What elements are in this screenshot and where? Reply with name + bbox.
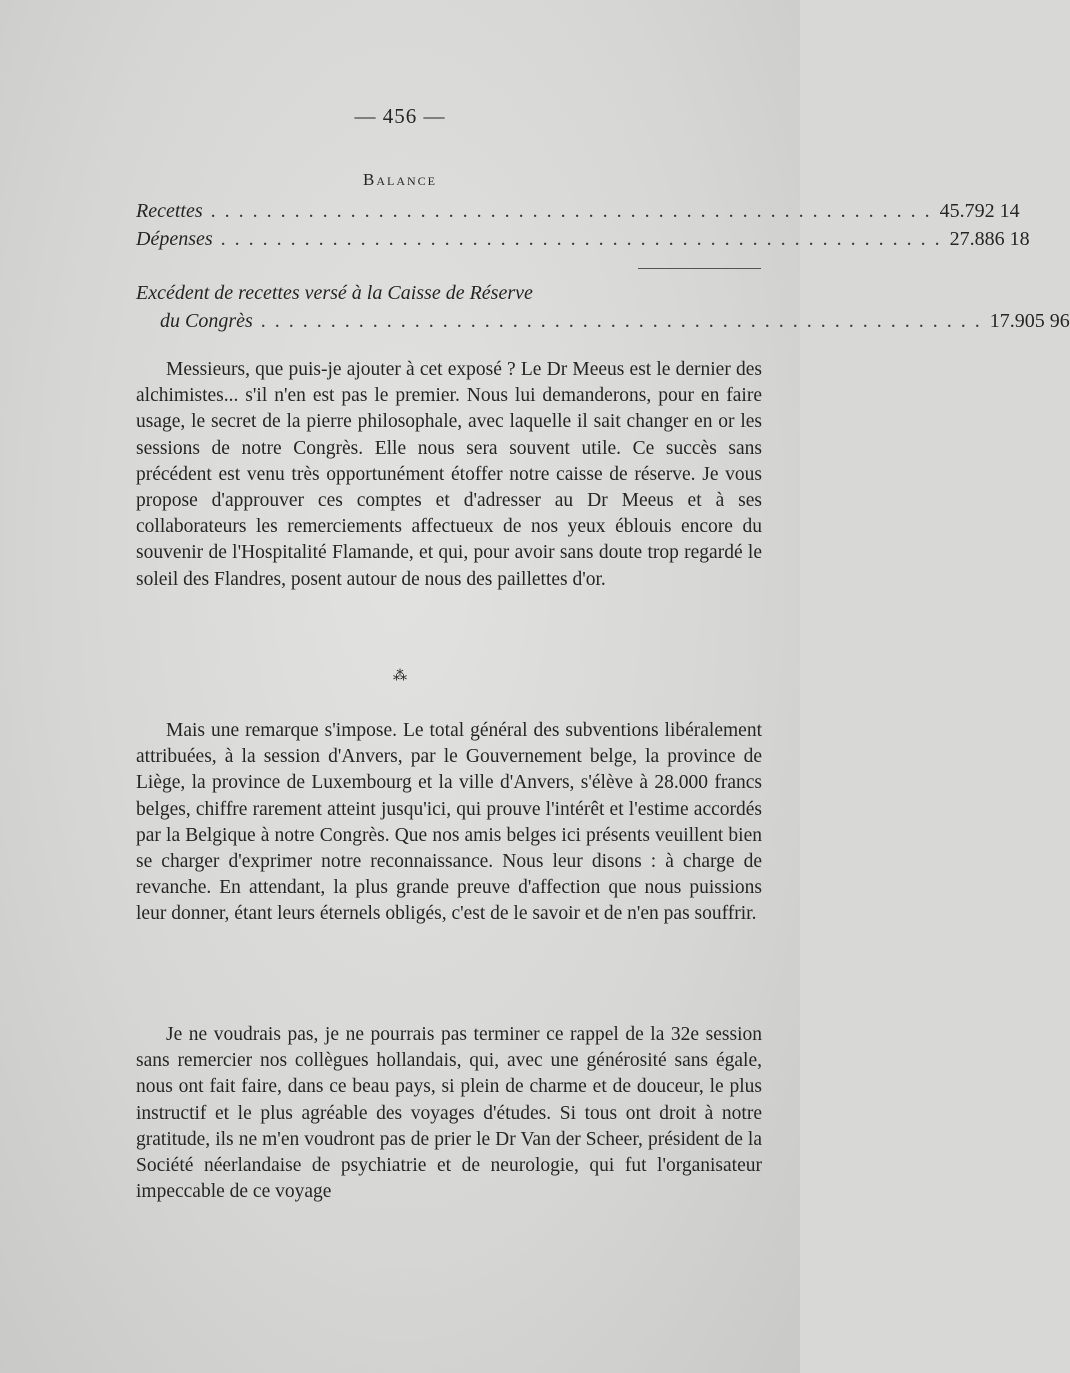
- paragraph-remarque: [136, 718, 762, 928]
- sum-rule: [638, 268, 761, 269]
- paragraph-text: Messieurs, que puis-je ajouter à cet exposé ? Le Dr Meeus est le dernier des alchimistes... s'il n'en est pas le premier. Nous lui demanderons, pour en faire usage, le secret de la pierre philosophale, avec laquelle il sait changer en or les sessions de notre Congrès. Elle nous sera souvent utile. Ce succès sans précédent est venu très opportunément étoffer notre caisse de réserve. Je vous propose d'approuver ces comptes et d'adresser au Dr Meeus et à ses collaborateurs les remerciements affectueux de nos yeux éblouis encore du souvenir de l'Hospitalité Flamande, et qui, pour avoir sans doute trop regardé le soleil des Flandres, posent autour de nous des paillettes d'or.: [136, 359, 762, 590]
- depenses-label: Dépenses: [136, 228, 213, 250]
- paragraph-text: Mais une remarque s'impose. Le total général des subventions libéralement attribuées, à la session d'Anvers, par le Gouvernement belge, la province de Liège, la province de Luxembourg et la ville d'Anvers, s'élève à 28.000 francs belges, chiffre rarement atteint jusqu'ici, qui prouve l'intérêt et l'estime accordés par la Belgique à notre Congrès. Que nos amis belges ici présents veuillent bien se charger d'exprimer notre reconnaissance. Nous leur disons : à charge de revanche. En attendant, la plus grande preuve d'affection que nous puissions leur donner, étant leurs éternels obligés, c'est de le savoir et de n'en pas souffrir.: [136, 720, 762, 925]
- dot-leader: . . . . . . . . . . . . . . . . . . . . . . . . . . . . . . . . . . . . . . . . . . . . . . . . . . . .: [220, 228, 942, 250]
- section-heading: Balance: [362, 170, 437, 189]
- paragraph-hollandais: [136, 1022, 762, 1205]
- recettes-label: Recettes: [136, 200, 203, 222]
- excedent-row: [160, 310, 1070, 338]
- dot-leader: . . . . . . . . . . . . . . . . . . . . . . . . . . . . . . . . . . . . . . . . . . . . . . . . . . . .: [210, 200, 932, 222]
- recettes-row: [136, 200, 1020, 228]
- excedent-label-line2: du Congrès: [160, 310, 253, 332]
- depenses-row: [136, 228, 1030, 256]
- depenses-amount: 27.886 18: [949, 228, 1030, 250]
- paragraph-messieurs: [136, 357, 762, 593]
- section-separator: ⁂: [393, 669, 407, 684]
- excedent-label-line1: Excédent de recettes versé à la Caisse de Réserve: [136, 282, 533, 304]
- excedent-amount: 17.905 96: [989, 310, 1070, 332]
- dot-leader: . . . . . . . . . . . . . . . . . . . . . . . . . . . . . . . . . . . . . . . . . . . . . . . . . . . .: [260, 310, 982, 332]
- recettes-amount: 45.792 14: [939, 200, 1020, 222]
- paragraph-text: Je ne voudrais pas, je ne pourrais pas terminer ce rappel de la 32e session sans remercier nos collègues hollandais, qui, avec une générosité sans égale, nous ont fait faire, dans ce beau pays, si plein de charme et de douceur, le plus instructif et le plus agréable des voyages d'études. Si tous ont droit à notre gratitude, ils ne m'en voudront pas de prier le Dr Van der Scheer, président de la Société néerlandaise de psychiatrie et de neurologie, qui fut l'organisateur impeccable de ce voyage: [136, 1024, 762, 1203]
- page-number: — 456 —: [354, 104, 446, 128]
